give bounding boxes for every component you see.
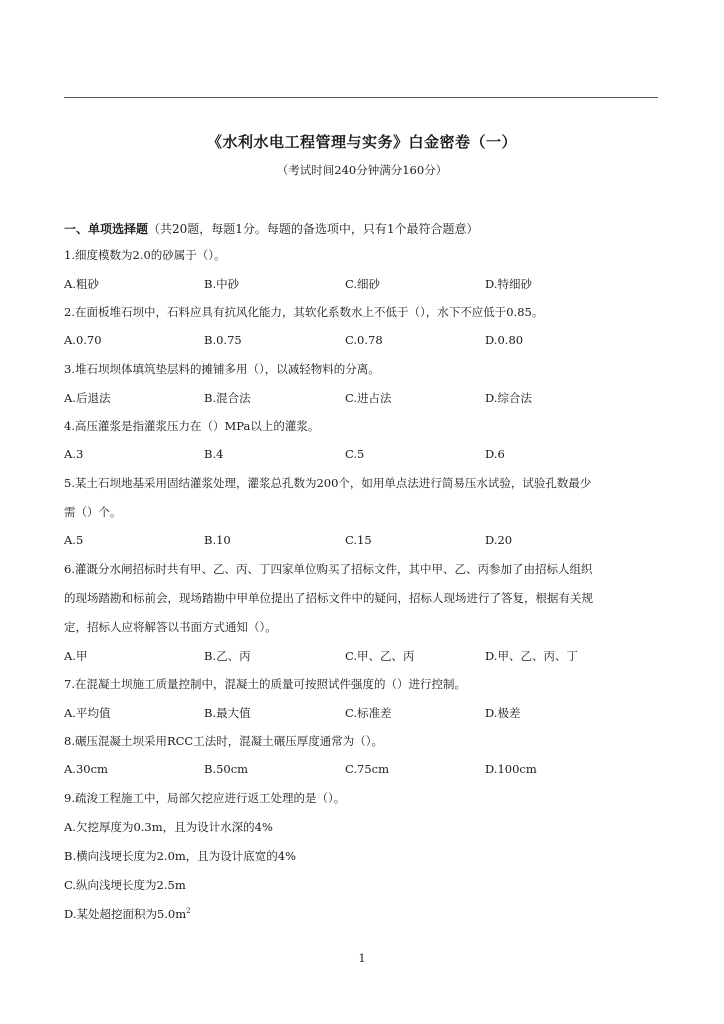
question-2-stem: 2.在面板堆石坝中，石料应具有抗风化能力，其软化系数水上不低于（），水下不应低于0.85。 xyxy=(64,305,544,319)
option-b: B.最大值 xyxy=(204,706,251,720)
superscript: 2 xyxy=(186,907,191,916)
question-7-options xyxy=(64,705,664,721)
header-rule xyxy=(64,97,658,98)
question-4-options xyxy=(64,447,664,463)
question-9-option-d xyxy=(64,906,191,922)
option-d: D.6 xyxy=(485,447,505,461)
option-c: C.甲、乙、丙 xyxy=(345,649,415,663)
question-9-stem: 9.疏浚工程施工中，局部欠挖应进行返工处理的是（）。 xyxy=(64,791,346,805)
option-d: D.20 xyxy=(485,533,513,547)
question-3-options xyxy=(64,390,664,406)
option-c: C.0.78 xyxy=(345,333,383,347)
option-c: C.75cm xyxy=(345,762,390,776)
option-a: A.0.70 xyxy=(64,333,102,347)
section-heading-note: （共20题，每题1分。每题的备选项中，只有1个最符合题意） xyxy=(148,222,479,236)
option-d: D.甲、乙、丙、丁 xyxy=(485,649,578,663)
option-b: B.混合法 xyxy=(204,391,251,405)
option-b: B.10 xyxy=(204,533,231,547)
question-9-option-a: A.欠挖厚度为0.3m，且为设计水深的4% xyxy=(64,820,273,834)
option-c: C.15 xyxy=(345,533,372,547)
page-number: 1 xyxy=(358,952,366,965)
option-c: C.细砂 xyxy=(345,277,381,291)
question-9-option-c: C.纵向浅埂长度为2.5m xyxy=(64,878,186,892)
question-7-stem: 7.在混凝土坝施工质量控制中，混凝土的质量可按照试件强度的（）进行控制。 xyxy=(64,677,466,691)
section-heading xyxy=(64,220,479,237)
section-heading-label: 一、单项选择题 xyxy=(64,222,149,236)
question-5-options xyxy=(64,533,664,549)
option-a: A.5 xyxy=(64,533,84,547)
question-5-stem-line-1: 5.某土石坝地基采用固结灌浆处理，灌浆总孔数为200个，如用单点法进行简易压水试验，试验孔数最少 xyxy=(64,476,592,490)
document-title: 《水利水电工程管理与实务》白金密卷（一） xyxy=(206,133,517,151)
question-5-stem-line-2: 需（）个。 xyxy=(64,505,122,519)
option-a: A.30cm xyxy=(64,762,108,776)
option-c: C.标准差 xyxy=(345,706,392,720)
option-b: B.中砂 xyxy=(204,277,240,291)
option-b: B.4 xyxy=(204,447,224,461)
option-a: A.3 xyxy=(64,447,84,461)
question-6-stem-line-2: 的现场踏勘和标前会，现场踏勘中甲单位提出了招标文件中的疑问，招标人现场进行了答复，根据有关规 xyxy=(64,591,593,605)
option-c: C.5 xyxy=(345,447,365,461)
question-1-options xyxy=(64,276,664,292)
question-2-options xyxy=(64,333,664,349)
question-4-stem: 4.高压灌浆是指灌浆压力在（）MPa以上的灌浆。 xyxy=(64,419,320,433)
option-c: C.进占法 xyxy=(345,391,392,405)
option-b: B.乙、丙 xyxy=(204,649,251,663)
question-6-stem-line-1: 6.灌溉分水闸招标时共有甲、乙、丙、丁四家单位购买了招标文件，其中甲、乙、丙参加了由招标人组织 xyxy=(64,562,593,576)
option-d: D.特细砂 xyxy=(485,277,532,291)
option-a: A.粗砂 xyxy=(64,277,99,291)
option-a: A.后退法 xyxy=(64,391,111,405)
option-b: B.50cm xyxy=(204,762,249,776)
question-3-stem: 3.堆石坝坝体填筑垫层料的摊铺多用（），以减轻物料的分离。 xyxy=(64,362,380,376)
option-a: A.平均值 xyxy=(64,706,111,720)
option-d: D.极差 xyxy=(485,706,521,720)
option-a: A.甲 xyxy=(64,649,88,663)
document-subtitle: （考试时间240分钟满分160分） xyxy=(276,163,448,177)
question-9-option-b: B.横向浅埂长度为2.0m，且为设计底宽的4% xyxy=(64,849,297,863)
option-d: D.100cm xyxy=(485,762,537,776)
question-9-option-d-text: D.某处超挖面积为5.0m xyxy=(64,907,187,921)
question-6-stem-line-3: 定，招标人应将解答以书面方式通知（）。 xyxy=(64,620,277,634)
question-6-options xyxy=(64,648,664,664)
option-d: D.综合法 xyxy=(485,391,532,405)
option-d: D.0.80 xyxy=(485,333,524,347)
question-8-stem: 8.碾压混凝土坝采用RCC工法时，混凝土碾压厚度通常为（）。 xyxy=(64,734,383,748)
question-1-stem: 1.细度模数为2.0的砂属于（）。 xyxy=(64,248,226,262)
option-b: B.0.75 xyxy=(204,333,242,347)
question-8-options xyxy=(64,762,664,778)
